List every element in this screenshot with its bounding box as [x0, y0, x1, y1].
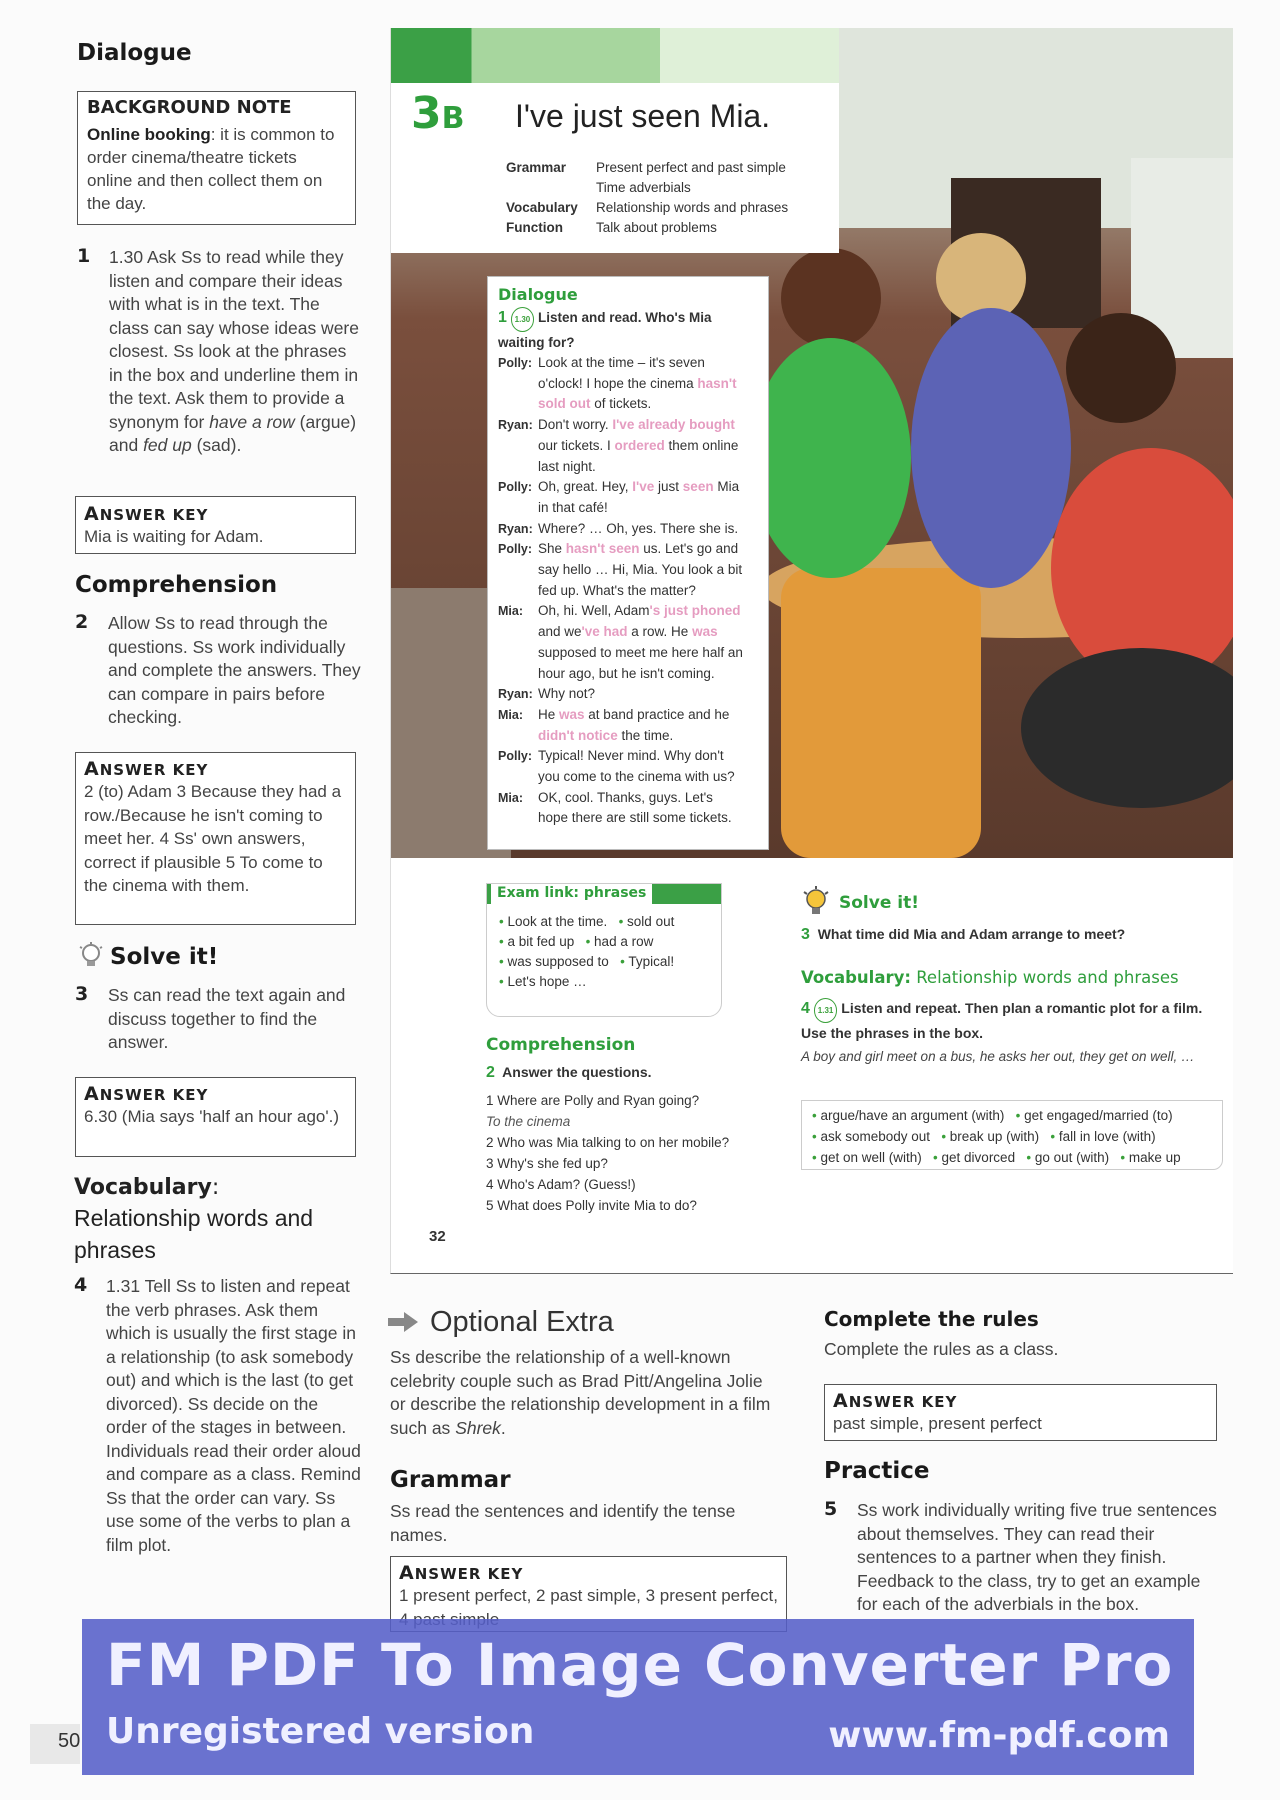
sp-solve-task: 3 What time did Mia and Adam arrange to meet?	[801, 926, 1126, 943]
speaker-label	[498, 622, 538, 643]
speaker-label: Mia:	[498, 604, 523, 619]
lightbulb-icon	[78, 942, 104, 968]
student-page	[390, 28, 1233, 1274]
exam-link-header: Exam link: phrases	[487, 884, 721, 904]
line-text: Don't worry. I've already bought	[538, 417, 735, 433]
item-2-text: Allow Ss to read through the questions. Ss work individually and complete the answers. They can compare in pairs before checking.	[108, 613, 361, 727]
dialogue-task: 1 1.30 Listen and read. Who's Mia waiting for?	[498, 309, 712, 350]
answer-key-title: ANSWER KEY	[84, 503, 209, 525]
complete-rules-heading: Complete the rules	[824, 1307, 1039, 1331]
line-text: our tickets. I ordered them online	[538, 437, 739, 453]
solve-it-heading: Solve it!	[110, 944, 219, 970]
speaker-label: Polly:	[498, 749, 533, 764]
dialogue-line	[498, 539, 758, 560]
answer-key-title: ANSWER KEY	[833, 1390, 958, 1412]
dialogue-line	[498, 353, 758, 374]
background-note-title: BACKGROUND NOTE	[87, 97, 292, 118]
sp-comprehension-heading: Comprehension	[486, 1035, 636, 1055]
audio-icon[interactable]: 1.30	[511, 307, 535, 332]
line-text: Oh, hi. Well, Adam's just phoned	[538, 603, 741, 619]
lesson-title: I've just seen Mia.	[515, 98, 771, 134]
grammar-text: Ss read the sentences and identify the tense names.	[390, 1501, 736, 1545]
line-text: in that café!	[538, 499, 608, 515]
lightbulb-icon	[801, 886, 831, 916]
answer-key-text: past simple, present perfect	[833, 1414, 1042, 1433]
line-text: hope there are still some tickets.	[538, 810, 732, 826]
line-text: last night.	[538, 458, 596, 474]
item-5-number: 5	[824, 1498, 838, 1520]
dialogue-box	[487, 276, 769, 850]
background-note-box	[77, 91, 356, 225]
answer-key-text: Mia is waiting for Adam.	[84, 527, 264, 546]
complete-rules-text: Complete the rules as a class.	[824, 1339, 1059, 1359]
line-text: Where? … Oh, yes. There she is.	[538, 520, 739, 536]
line-text: He was at band practice and he	[538, 706, 730, 722]
dialogue-line	[498, 436, 758, 457]
line-text: Oh, great. Hey, I've just seen Mia	[538, 479, 740, 495]
item-4-text: 1.31 Tell Ss to listen and repeat the verb phrases. Ask them which is usually the first stage in a relationship (to ask somebody out) and which is the last (to get divorced). Ss decide on the order of the stages in between. Individuals read their order aloud and compare as a class. Remind Ss that the order can vary. Ss use some of the verbs to plan a film plot.	[106, 1276, 361, 1555]
line-text: sold out of tickets.	[538, 396, 652, 412]
comprehension-heading: Comprehension	[75, 572, 278, 598]
exam-link-box	[486, 883, 722, 1017]
item-5-text: Ss work individually writing five true sentences about themselves. They can read their sentences to a partner when they finish. Feedback to the class, try to get an example for each of the adverbials in the box.	[857, 1500, 1217, 1614]
item-2-number: 2	[75, 611, 89, 633]
lesson-info: Grammar Present perfect and past simple Time adverbials Vocabulary Relationship words and phrases Function Talk about problems	[506, 160, 789, 235]
dialogue-line	[498, 664, 758, 685]
answer-key-text: 1 present perfect, 2 past simple, 3 present perfect,	[399, 1586, 778, 1605]
optional-extra-text: Ss describe the relationship of a well-known celebrity couple such as Brad Pitt/Angelina Jolie or describe the relationship development in a film such as Shrek.	[390, 1347, 771, 1438]
answer-key-text: 2 (to) Adam 3 Because they had a row./Because he isn't coming to meet her. 4 Ss' own answers, correct if plausible 5 To come to the cinema with them.	[84, 782, 342, 895]
speaker-label	[498, 643, 538, 664]
sp-solve-heading: Solve it!	[839, 893, 919, 913]
grammar-heading: Grammar	[390, 1467, 511, 1493]
speaker-label: Ryan:	[498, 521, 533, 536]
item-1-number: 1	[77, 245, 91, 267]
watermark-title: FM PDF To Image Converter Pro	[106, 1631, 1174, 1699]
dialogue-line	[498, 519, 758, 540]
answer-key-1	[75, 496, 356, 554]
dialogue-line	[498, 477, 758, 498]
arrow-right-icon	[388, 1312, 416, 1332]
speaker-label	[498, 808, 538, 829]
dialogue-line	[498, 788, 758, 809]
answer-key-2	[75, 752, 356, 925]
line-text: Look at the time – it's seven	[538, 355, 705, 370]
line-text: Typical! Never mind. Why don't	[538, 748, 724, 764]
sp-vocab-example: A boy and girl meet on a bus, he asks her out, they get on well, …	[801, 1049, 1195, 1064]
speaker-label	[498, 457, 538, 478]
sp-vocab-heading: Vocabulary: Relationship words and phrases	[801, 968, 1179, 987]
dialogue-line	[498, 767, 758, 788]
page-number: 50	[58, 1730, 81, 1752]
dialogue-line	[498, 726, 758, 747]
line-text: didn't notice the time.	[538, 727, 674, 743]
watermark-banner	[82, 1619, 1194, 1775]
line-text: o'clock! I hope the cinema hasn't	[538, 375, 737, 391]
dialogue-line	[498, 684, 758, 705]
dialogue-title: Dialogue	[498, 285, 578, 304]
dialogue-line	[498, 601, 758, 622]
exam-link-phrases: • Look at the time. • sold out • a bit fed up • had a row • was supposed to • Typical! • Let's hope …	[487, 904, 721, 1000]
speaker-label	[498, 726, 538, 747]
sp-vocab-task: 4 1.31 Listen and repeat. Then plan a romantic plot for a film. Use the phrases in the box.	[801, 1000, 1203, 1041]
answer-key-title: ANSWER KEY	[84, 758, 209, 780]
dialogue-line	[498, 560, 758, 581]
title-panel-band	[391, 28, 839, 83]
optional-extra-title: Optional Extra	[430, 1306, 614, 1338]
line-text: OK, cool. Thanks, guys. Let's	[538, 789, 713, 805]
watermark-left: Unregistered version	[106, 1711, 535, 1752]
dialogue-line	[498, 457, 758, 478]
line-text: fed up. What's the matter?	[538, 582, 696, 598]
speaker-label	[498, 664, 538, 685]
sp-vocab-phrases: • argue/have an argument (with) • get engaged/married (to) • ask somebody out • break up (with) • fall in love (with) • get on well (with) • get divorced • go out (with) • make up	[801, 1100, 1223, 1170]
speaker-label	[498, 498, 538, 519]
speaker-label	[498, 436, 538, 457]
speaker-label	[498, 581, 538, 602]
line-text: hour ago, but he isn't coming.	[538, 665, 715, 681]
student-page-number: 32	[429, 1228, 446, 1245]
line-text: say hello … Hi, Mia. You look a bit	[538, 562, 743, 578]
line-text: She hasn't seen us. Let's go and	[538, 541, 739, 557]
speaker-label	[498, 767, 538, 788]
unit-label: 3B	[411, 88, 465, 139]
speaker-label: Mia:	[498, 707, 523, 722]
dialogue-line	[498, 394, 758, 415]
speaker-label: Mia:	[498, 790, 523, 805]
speaker-label: Polly:	[498, 356, 533, 370]
speaker-label: Polly:	[498, 542, 533, 557]
dialogue-line	[498, 374, 758, 395]
line-text: Why not?	[538, 686, 596, 702]
answer-key-3	[75, 1077, 356, 1157]
line-text: and we've had a row. He was	[538, 624, 718, 640]
answer-key-title: ANSWER KEY	[399, 1562, 524, 1584]
item-4-number: 4	[74, 1274, 88, 1296]
title-panel	[391, 28, 839, 253]
watermark-url[interactable]: www.fm-pdf.com	[828, 1715, 1170, 1756]
vocabulary-heading: Vocabulary: Relationship words and phrases	[74, 1175, 314, 1263]
speaker-label	[498, 394, 538, 415]
speaker-label: Ryan:	[498, 687, 533, 702]
speaker-label	[498, 374, 538, 395]
dialogue-lines	[498, 353, 758, 829]
sp-comprehension-questions: 1 Where are Polly and Ryan going? To the cinema 2 Who was Mia talking to on her mobile? 3 Why's she fed up? 4 Who's Adam? (Guess!) 5 What does Polly invite Mia to do?	[486, 1093, 730, 1213]
audio-icon[interactable]: 1.31	[814, 998, 838, 1023]
dialogue-line	[498, 808, 758, 829]
dialogue-line	[498, 705, 758, 726]
item-1-text: 1.30 Ask Ss to read while they listen and compare their ideas with what is in the text. The class can say whose ideas were closest. Ss look at the phrases in the box and underline them in the text. Ask them to provide a synonym for have a row (argue) and fed up (sad).	[109, 247, 359, 455]
dialogue-line	[498, 581, 758, 602]
item-3-text: Ss can read the text again and discuss together to find the answer.	[108, 985, 346, 1052]
dialogue-line	[498, 622, 758, 643]
line-text: supposed to meet me here half an	[538, 644, 743, 660]
background-note-text: Online booking: it is common to order cinema/theatre tickets online and then collect them on the day.	[87, 125, 335, 213]
dialogue-line	[498, 643, 758, 664]
dialogue-line	[498, 415, 758, 436]
dialogue-heading: Dialogue	[77, 40, 192, 66]
practice-heading: Practice	[824, 1458, 930, 1484]
speaker-label: Polly:	[498, 480, 533, 495]
answer-key-title: ANSWER KEY	[84, 1083, 209, 1105]
answer-key-text: 6.30 (Mia says 'half an hour ago'.)	[84, 1107, 340, 1126]
speaker-label	[498, 560, 538, 581]
dialogue-line	[498, 498, 758, 519]
sp-comprehension-task: 2 Answer the questions.	[486, 1064, 652, 1081]
answer-key-5	[824, 1384, 1217, 1441]
speaker-label: Ryan:	[498, 418, 533, 433]
item-3-number: 3	[75, 983, 89, 1005]
dialogue-line	[498, 746, 758, 767]
line-text: you come to the cinema with us?	[538, 769, 735, 785]
